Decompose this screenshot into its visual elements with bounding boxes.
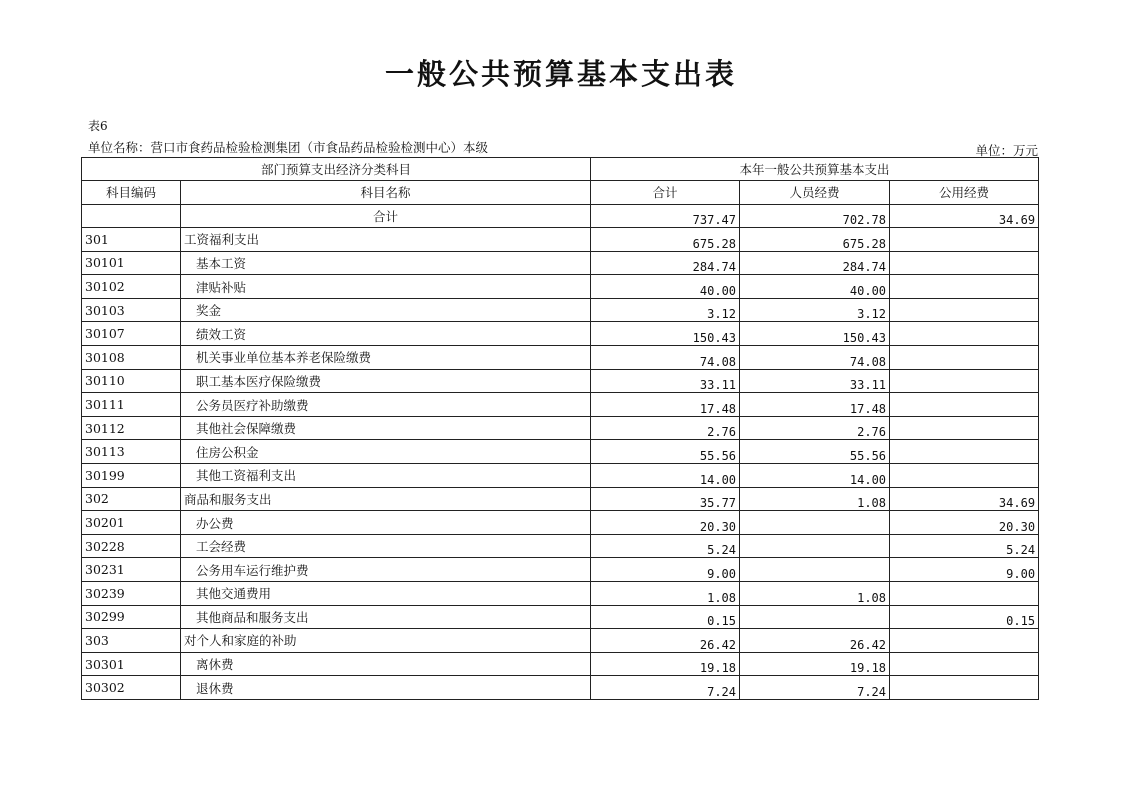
- row-name: 对个人和家庭的补助: [181, 629, 591, 653]
- table-row: [82, 487, 1039, 511]
- row-code: 30302: [82, 676, 181, 700]
- row-public: [890, 652, 1039, 676]
- row-total: 3.12: [591, 298, 740, 322]
- row-name: 职工基本医疗保险缴费: [181, 369, 591, 393]
- row-public: 0.15: [890, 605, 1039, 629]
- row-name: 其他商品和服务支出: [181, 605, 591, 629]
- page-title: 一般公共预算基本支出表: [384, 57, 737, 91]
- row-name: 公务用车运行维护费: [181, 558, 591, 582]
- row-code: 30102: [82, 275, 181, 299]
- row-personnel: 40.00: [740, 275, 890, 299]
- row-code: 303: [82, 629, 181, 653]
- header-row-columns: [82, 181, 1039, 205]
- row-name: 绩效工资: [181, 322, 591, 346]
- row-public: [890, 228, 1039, 252]
- row-public: [890, 629, 1039, 653]
- row-personnel: 1.08: [740, 582, 890, 606]
- table-row: [82, 251, 1039, 275]
- row-name: 离休费: [181, 652, 591, 676]
- row-total: 40.00: [591, 275, 740, 299]
- row-code: 30199: [82, 464, 181, 488]
- row-total: 55.56: [591, 440, 740, 464]
- row-public: [890, 275, 1039, 299]
- row-code: 301: [82, 228, 181, 252]
- row-personnel: 14.00: [740, 464, 890, 488]
- row-public: [890, 464, 1039, 488]
- table-row: [82, 629, 1039, 653]
- header-group-left: 部门预算支出经济分类科目: [82, 158, 591, 181]
- row-name: 津贴补贴: [181, 275, 591, 299]
- row-code: 30201: [82, 511, 181, 535]
- row-name: 机关事业单位基本养老保险缴费: [181, 346, 591, 370]
- table-number: 表6: [88, 119, 108, 133]
- row-public: [890, 676, 1039, 700]
- row-total: 0.15: [591, 605, 740, 629]
- table-row: [82, 369, 1039, 393]
- table-row: [82, 464, 1039, 488]
- row-personnel: 3.12: [740, 298, 890, 322]
- row-public: [890, 416, 1039, 440]
- row-total: 284.74: [591, 251, 740, 275]
- row-personnel: 7.24: [740, 676, 890, 700]
- table-row: [82, 346, 1039, 370]
- row-name: 其他工资福利支出: [181, 464, 591, 488]
- table-row: [82, 416, 1039, 440]
- header-name: 科目名称: [181, 181, 591, 205]
- row-name: 基本工资: [181, 251, 591, 275]
- table-row: [82, 558, 1039, 582]
- table-body: [82, 204, 1039, 699]
- row-public: 9.00: [890, 558, 1039, 582]
- row-total: 35.77: [591, 487, 740, 511]
- row-personnel: 33.11: [740, 369, 890, 393]
- header-code: 科目编码: [82, 181, 181, 205]
- row-name: 商品和服务支出: [181, 487, 591, 511]
- total-row-total: 737.47: [591, 204, 740, 228]
- unit-label: 单位：万元: [975, 143, 1038, 158]
- table-row: [82, 275, 1039, 299]
- row-personnel: 2.76: [740, 416, 890, 440]
- row-total: 675.28: [591, 228, 740, 252]
- row-personnel: 17.48: [740, 393, 890, 417]
- total-row-code: [82, 204, 181, 228]
- row-code: 30228: [82, 534, 181, 558]
- row-name: 奖金: [181, 298, 591, 322]
- total-row-personnel: 702.78: [740, 204, 890, 228]
- table-row: [82, 322, 1039, 346]
- row-total: 1.08: [591, 582, 740, 606]
- table-row: [82, 534, 1039, 558]
- row-code: 30108: [82, 346, 181, 370]
- row-personnel: [740, 534, 890, 558]
- row-code: 30301: [82, 652, 181, 676]
- row-code: 30231: [82, 558, 181, 582]
- row-public: [890, 322, 1039, 346]
- row-code: 30112: [82, 416, 181, 440]
- row-total: 26.42: [591, 629, 740, 653]
- row-public: [890, 440, 1039, 464]
- table-row: [82, 440, 1039, 464]
- row-personnel: 19.18: [740, 652, 890, 676]
- row-personnel: [740, 511, 890, 535]
- row-personnel: [740, 558, 890, 582]
- table-row: [82, 605, 1039, 629]
- row-total: 7.24: [591, 676, 740, 700]
- total-row-label: 合计: [181, 204, 591, 228]
- total-row: [82, 204, 1039, 228]
- row-name: 工会经费: [181, 534, 591, 558]
- table-row: [82, 511, 1039, 535]
- row-total: 2.76: [591, 416, 740, 440]
- table-row: [82, 393, 1039, 417]
- row-total: 33.11: [591, 369, 740, 393]
- row-public: [890, 346, 1039, 370]
- row-personnel: 675.28: [740, 228, 890, 252]
- row-total: 14.00: [591, 464, 740, 488]
- row-public: [890, 298, 1039, 322]
- row-code: 30111: [82, 393, 181, 417]
- row-public: 34.69: [890, 487, 1039, 511]
- table-row: [82, 676, 1039, 700]
- table-row: [82, 298, 1039, 322]
- row-code: 30110: [82, 369, 181, 393]
- budget-table: [81, 157, 1039, 700]
- table-row: [82, 582, 1039, 606]
- row-total: 9.00: [591, 558, 740, 582]
- unit-name: 单位名称：营口市食药品检验检测集团（市食品药品检验检测中心）本级: [88, 140, 489, 155]
- row-personnel: [740, 605, 890, 629]
- row-name: 办公费: [181, 511, 591, 535]
- row-public: 20.30: [890, 511, 1039, 535]
- row-code: 302: [82, 487, 181, 511]
- row-total: 17.48: [591, 393, 740, 417]
- row-name: 退休费: [181, 676, 591, 700]
- row-public: [890, 393, 1039, 417]
- row-total: 20.30: [591, 511, 740, 535]
- header-total: 合计: [591, 181, 740, 205]
- row-name: 其他交通费用: [181, 582, 591, 606]
- table-row: [82, 228, 1039, 252]
- row-personnel: 1.08: [740, 487, 890, 511]
- row-personnel: 74.08: [740, 346, 890, 370]
- table-row: [82, 652, 1039, 676]
- row-public: [890, 251, 1039, 275]
- row-personnel: 284.74: [740, 251, 890, 275]
- row-personnel: 26.42: [740, 629, 890, 653]
- header-public: 公用经费: [890, 181, 1039, 205]
- row-code: 30113: [82, 440, 181, 464]
- row-code: 30107: [82, 322, 181, 346]
- row-name: 工资福利支出: [181, 228, 591, 252]
- row-total: 5.24: [591, 534, 740, 558]
- row-total: 74.08: [591, 346, 740, 370]
- row-code: 30239: [82, 582, 181, 606]
- row-name: 住房公积金: [181, 440, 591, 464]
- row-code: 30101: [82, 251, 181, 275]
- total-row-public: 34.69: [890, 204, 1039, 228]
- row-public: 5.24: [890, 534, 1039, 558]
- header-group-right: 本年一般公共预算基本支出: [591, 158, 1039, 181]
- row-total: 150.43: [591, 322, 740, 346]
- row-personnel: 150.43: [740, 322, 890, 346]
- row-code: 30103: [82, 298, 181, 322]
- row-personnel: 55.56: [740, 440, 890, 464]
- row-code: 30299: [82, 605, 181, 629]
- header-personnel: 人员经费: [740, 181, 890, 205]
- header-row-group: [82, 158, 1039, 181]
- row-public: [890, 369, 1039, 393]
- row-name: 公务员医疗补助缴费: [181, 393, 591, 417]
- row-total: 19.18: [591, 652, 740, 676]
- row-public: [890, 582, 1039, 606]
- row-name: 其他社会保障缴费: [181, 416, 591, 440]
